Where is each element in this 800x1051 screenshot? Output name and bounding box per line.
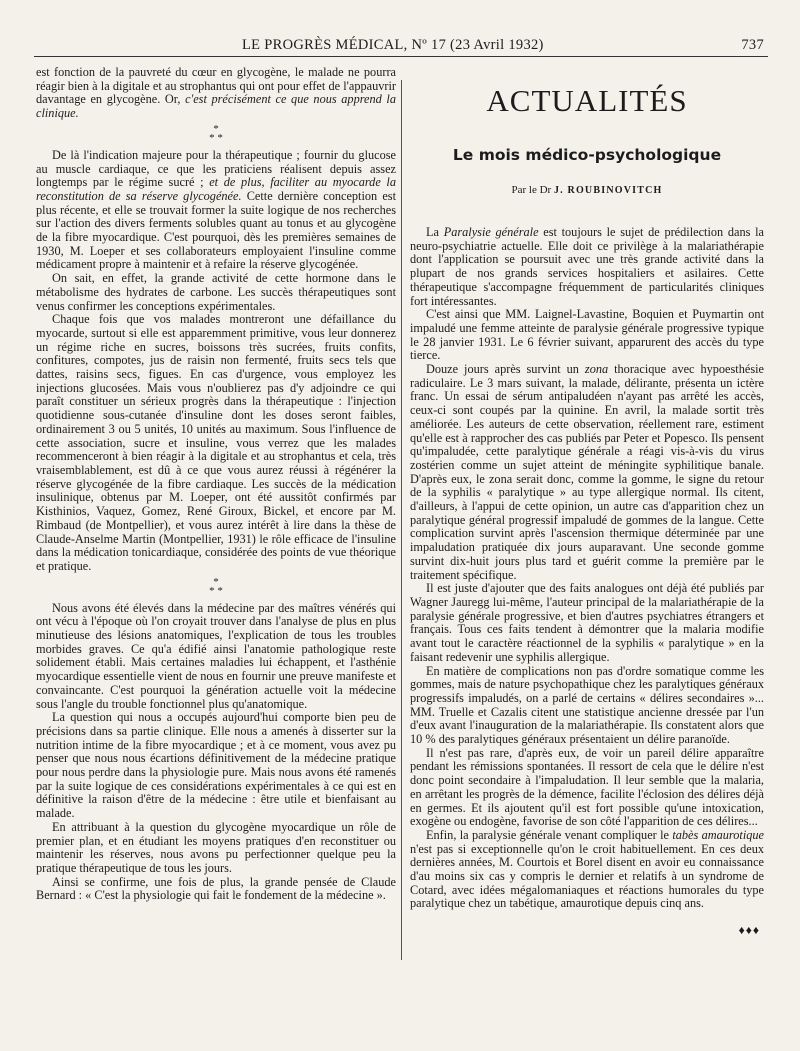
paragraph: Ainsi se confirme, une fois de plus, la grande pensée de Claude Bernard : « C'est la physiologie qui fait le fondement de la médecine ». bbox=[36, 874, 396, 903]
article-title: Le mois médico-psychologique bbox=[452, 146, 722, 164]
paragraph: Chaque fois que vos malades montreront une défaillance du myocarde, surtout si elle est apparemment primitive, vous leur donnerez un régime riche en sucres, boissons très sucrées, fruits confits, confitures, compotes, jus de raisin non fermenté, fruits secs tels que dattes, raisins secs, figues. En cas d'urgence, vous employez les injections glucosées. Mais vous n'oublierez pas d'y adjoindre ce qui paraît constituer un sérieux progrès dans la thérapeutique : l'injection quotidienne sous-cutanée d'insuline dont les doses seront faibles, ordinairement 3 ou 5 unités, 10 unités au maximum. Sous l'influence de cette association, sucre et insuline, vous verrez que les malades recommenceront à bien réagir à la digitale et au strophantus et cela, très vraisemblablement, est dû à ce que vous aurez réussi à régénérer la réserve glycogénée de la fibre cardiaque. Les succès de la médication insulinique, obtenus par M. Loeper, ont été aussitôt confirmés par Kisthinios, Vaquez, Gomez, René Giroux, Bickel, et encore par M. Rimbaud (de Montpellier), et vous aurez intérêt à lire dans la thèse de Claude-Anselme Martin (Montpellier, 1931) le rôle efficace de l'insuline dans la médication tonicardiaque, considérée des points de vue théorique et pratique. bbox=[36, 312, 396, 573]
paragraph: On sait, en effet, la grande activité de cette hormone dans le métabolisme des hydrates de carbone. Les succès thérapeutiques sont venus confirmer les conceptions expérimentales. bbox=[36, 271, 396, 313]
page-number: 737 bbox=[741, 37, 764, 53]
right-column bbox=[410, 66, 764, 938]
byline: Par le Dr J. ROUBINOVITCH bbox=[511, 184, 663, 196]
paragraph: De là l'indication majeure pour la thérapeutique ; fournir du glucose au muscle cardiaque, ce que les praticiens réalisent depuis assez longtemps par le régime sucré ; et de plus, faciliter au myocarde la reconstitution de sa réserve glycogénée. Cette dernière conception est plus récente, et elle se trouvait former la suite logique de nos recherches sur l'action des divers ferments solubles quant au tonus et au glycogène de la fibre myocardique. C'est pourquoi, dès les premières semaines de 1930, M. Loeper et ses collaborateurs employaient l'insuline comme médicament propre à maintenir et à refaire la réserve glycogénée. bbox=[36, 147, 396, 272]
paragraph: La Paralysie générale est toujours le sujet de prédilection dans la neuro-psychiatrie actuelle. Elle doit ce privilège à la malariathérapie dont l'application se poursuit avec une très grande activité dans la plupart de nos grands services hospitaliers et asilaires. Cette thérapeutique s'accompagne fréquemment de particularités cliniques fort intéressantes. bbox=[410, 225, 764, 308]
paragraph: En attribuant à la question du glycogène myocardique un rôle de premier plan, et en étudiant les moyens pratiques d'en reconstituer ou maintenir les réserves, nous avons pu perfectionner quelque peu la pratique thérapeutique de tous les jours. bbox=[36, 819, 396, 875]
column-divider bbox=[401, 80, 402, 960]
section-break-stars: * * * bbox=[209, 575, 223, 597]
end-ornament: ♦♦♦ bbox=[738, 923, 760, 938]
paragraph: La question qui nous a occupés aujourd'hui comporte bien peu de précisions dans sa partie clinique. Elle nous a amenés à disserter sur la nutrition intime de la fibre myocardique ; et à ce moment, vous avez pu penser que nous nous écartions définitivement de la médecine pratique pour nous perdre dans la physiologie pure. Mais nous avons été ramenés par la suite logique de ces considérations expérimentales à ce qui est en définitive la raison d'être de la médecine : être utile et bienfaisant au malade. bbox=[36, 710, 396, 821]
author-name: J. ROUBINOVITCH bbox=[553, 185, 663, 196]
paragraph: est fonction de la pauvreté du cœur en glycogène, le malade ne pourra réagir bien à la digitale et au strophantus qui ont pour effet de l'appauvrir davantage en glycogène. Or, c'est précisément ce que nous apprend la clinique. bbox=[36, 65, 396, 121]
paragraph: Douze jours après survint un zona thoracique avec hypoesthésie radiculaire. Le 3 mars suivant, la malade, délirante, présenta un ictère franc. Un essai de sérum antipaludéen n'ayant pas arrêté les accès, ceux-ci sont coupés par la quinine. En avril, la malade sortit très améliorée. Les auteurs de cette observation, réellement rare, estiment qu'elle est à rapprocher des cas publiés par Peter et Popesco. Ils pensent qu'impaludée, cette paralytique générale a réagi vis-à-vis du virus zostérien comme un sujet atteint de méningite syphilitique banale. D'après eux, le zona serait donc, comme la gomme, le signe du retour de la syphilis « paralytique » au type allergique normal. Ils citent, d'ailleurs, à l'appui de cette opinion, un autre cas d'apparition chez un paralytique général progressif impaludé de gommes de la langue. Cette complication survint après l'ascension thermique déterminée par une impaludation pratiquée dix jours auparavant. Une seconde gomme survint dix-huit jours plus tard et guérit comme la première par le traitement spécifique. bbox=[410, 362, 764, 582]
paragraph: Enfin, la paralysie générale venant compliquer le tabès amaurotique n'est pas si exceptionnelle qu'on le croit habituellement. En ces deux dernières années, M. Courtois et Borel disent en avoir eu connaissance d'au moins six cas y compris le dernier et relatifs à un syndrome de Cotard, avec idées mégalomaniaques et réactions humorales du type paralytique chez un tabétique, amaurotique depuis cinq ans. bbox=[410, 827, 764, 911]
running-header bbox=[34, 36, 768, 57]
section-heading: ACTUALITÉS bbox=[486, 83, 688, 118]
paragraph: C'est ainsi que MM. Laignel-Lavastine, Boquien et Puymartin ont impaludé une femme atteinte de paralysie générale progressive typique le 28 janvier 1931. Le 6 février suivant, apparurent des accès du type tierce. bbox=[410, 307, 764, 363]
paragraph: Nous avons été élevés dans la médecine par des maîtres vénérés qui ont vécu à l'époque où l'on croyait trouver dans l'analyse de plus en plus minutieuse des lésions anatomiques, l'explication de tous les troubles morbides graves. Ce qu'a édifié ainsi l'anatomie pathologique reste solidement établi. Mais certaines maladies lui échappent, et l'asthénie myocardique essentielle vient de nous en fournir une preuve manifeste et convaincante. C'est pourquoi la génération actuelle voit la médecine sous l'angle du trouble fonctionnel plus qu'anatomique. bbox=[36, 600, 396, 711]
left-column bbox=[36, 66, 396, 903]
paragraph: En matière de complications non pas d'ordre somatique comme les gommes, mais de nature psychopathique chez les paralytiques généraux progressifs impaludés, on a parlé de certains « délires secondaires »... MM. Truelle et Cazalis citent une statistique ancienne dressée par l'un d'eux avant l'inauguration de la malariathérapie. Ils constatent alors que 10 % des paralytiques généraux présentaient un délire paranoïde. bbox=[410, 663, 764, 747]
running-title: LE PROGRÈS MÉDICAL, Nº 17 (23 Avril 1932) bbox=[242, 37, 544, 53]
paragraph: Il est juste d'ajouter que des faits analogues ont déjà été publiés par Wagner Jauregg lui-même, l'auteur principal de la malariathérapie de la paralysie générale progressive, et bien d'autres psychiatres étrangers et français. Tous ces faits tendent à démontrer que la malaria modifie avant tout le caractère réactionnel de la syphilis « paralytique » en la faisant redevenir une syphilis allergique. bbox=[410, 581, 764, 664]
paragraph: Il n'est pas rare, d'après eux, de voir un pareil délire apparaître pendant les rémissions spontanées. Il ressort de cela que le délire n'est donc point secondaire à l'impaludation. Il leur semble que la malaria, en arrêtant les progrès de la démence, facilite l'éclosion des délires déjà en germes. Et ils ajoutent qu'il est fort possible qu'une intoxication, exogène ou endogène, favorise de son côté l'apparition de ces délires... bbox=[410, 745, 764, 829]
section-break-stars: * * * bbox=[209, 122, 223, 144]
